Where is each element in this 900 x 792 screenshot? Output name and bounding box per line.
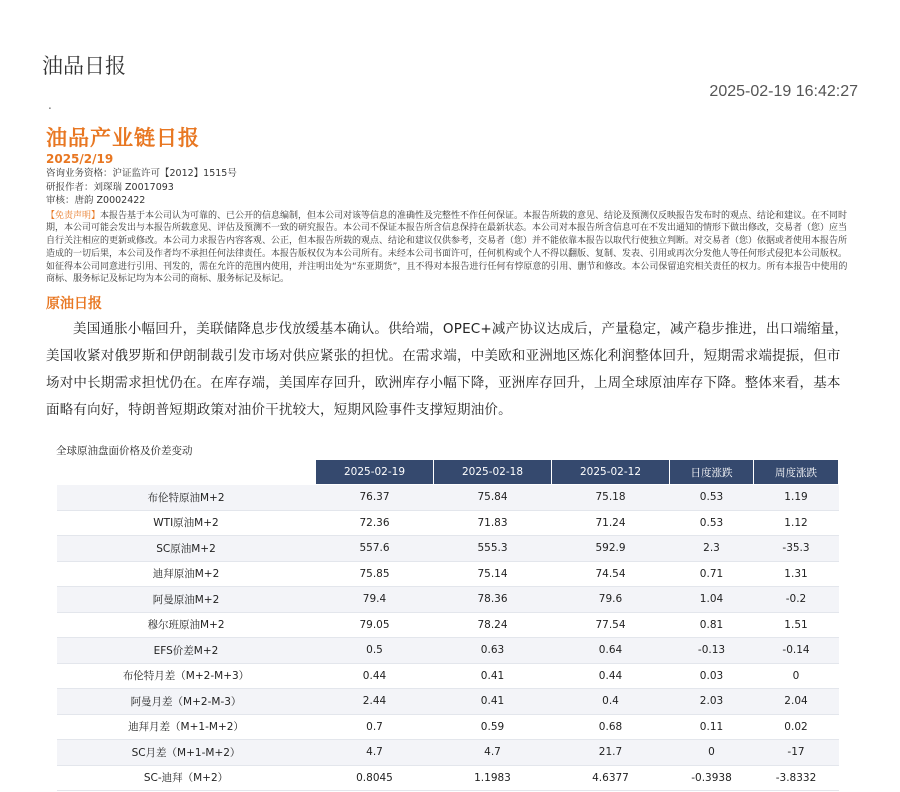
table-header-cell: 周度涨跌 <box>754 460 839 485</box>
value-cell: 0.03 <box>670 663 754 689</box>
table-row <box>57 561 839 587</box>
value-cell: 79.05 <box>316 612 434 638</box>
report-body <box>46 124 854 424</box>
report-timestamp: 2025-02-19 16:42:27 <box>709 83 858 100</box>
value-cell: 0.68 <box>552 714 670 740</box>
value-cell: 75.18 <box>552 485 670 511</box>
value-cell: 0.59 <box>434 714 552 740</box>
value-cell: 0.7 <box>316 714 434 740</box>
table-header-cell: 2025-02-19 <box>316 460 434 485</box>
row-label-cell: 阿曼原油M+2 <box>57 587 316 613</box>
value-cell: 78.24 <box>434 612 552 638</box>
table-header-row <box>57 460 839 485</box>
value-cell: 0.81 <box>670 612 754 638</box>
value-cell: -0.14 <box>754 638 839 664</box>
row-label-cell: SC-迪拜（M+2） <box>57 765 316 791</box>
value-cell: -3.8332 <box>754 765 839 791</box>
value-cell: 0.5 <box>316 638 434 664</box>
value-cell: 1.04 <box>670 587 754 613</box>
value-cell: 0.41 <box>434 663 552 689</box>
value-cell: 72.36 <box>316 510 434 536</box>
value-cell: 1.12 <box>754 510 839 536</box>
value-cell: 75.84 <box>434 485 552 511</box>
value-cell: 557.6 <box>316 536 434 562</box>
value-cell: 0 <box>754 663 839 689</box>
dot-marker: . <box>48 98 52 112</box>
value-cell: 71.24 <box>552 510 670 536</box>
table-row <box>57 587 839 613</box>
price-table-section <box>56 443 838 791</box>
value-cell: 74.54 <box>552 561 670 587</box>
value-cell: -0.3938 <box>670 765 754 791</box>
row-label-cell: 阿曼月差（M+2-M-3） <box>57 689 316 715</box>
value-cell: 1.1983 <box>434 765 552 791</box>
value-cell: 21.7 <box>552 740 670 766</box>
row-label-cell: 穆尔班原油M+2 <box>57 612 316 638</box>
value-cell: 0.11 <box>670 714 754 740</box>
row-label-cell: EFS价差M+2 <box>57 638 316 664</box>
value-cell: 2.3 <box>670 536 754 562</box>
table-header-cell: 2025-02-12 <box>552 460 670 485</box>
table-row <box>57 663 839 689</box>
value-cell: 75.85 <box>316 561 434 587</box>
value-cell: 1.19 <box>754 485 839 511</box>
value-cell: 2.04 <box>754 689 839 715</box>
table-row <box>57 510 839 536</box>
table-row <box>57 638 839 664</box>
row-label-cell: SC月差（M+1-M+2） <box>57 740 316 766</box>
row-label-cell: 布伦特原油M+2 <box>57 485 316 511</box>
disclaimer-tag: 【免责声明】 <box>46 210 101 221</box>
reviewer-info: 审核：唐韵 Z0002422 <box>46 195 146 206</box>
table-row <box>57 765 839 791</box>
value-cell: 77.54 <box>552 612 670 638</box>
row-label-cell: 迪拜原油M+2 <box>57 561 316 587</box>
value-cell: -35.3 <box>754 536 839 562</box>
value-cell: 4.7 <box>434 740 552 766</box>
value-cell: 2.44 <box>316 689 434 715</box>
value-cell: 75.14 <box>434 561 552 587</box>
value-cell: 79.4 <box>316 587 434 613</box>
value-cell: 0.8045 <box>316 765 434 791</box>
value-cell: 0.02 <box>754 714 839 740</box>
author-info: 研报作者：刘琛瑞 Z0017093 <box>46 181 174 193</box>
value-cell: 0.64 <box>552 638 670 664</box>
value-cell: 1.51 <box>754 612 839 638</box>
value-cell: 79.6 <box>552 587 670 613</box>
table-row <box>57 612 839 638</box>
license-info: 咨询业务资格：沪证监许可【2012】1515号 <box>46 168 237 179</box>
value-cell: 71.83 <box>434 510 552 536</box>
value-cell: 592.9 <box>552 536 670 562</box>
table-caption: 全球原油盘面价格及价差变动 <box>56 445 193 457</box>
row-label-cell: WTI原油M+2 <box>57 510 316 536</box>
value-cell: 78.36 <box>434 587 552 613</box>
price-table <box>56 459 839 791</box>
section-title: 原油日报 <box>46 296 102 313</box>
value-cell: 0.71 <box>670 561 754 587</box>
table-header-cell: 日度涨跌 <box>670 460 754 485</box>
table-header-cell: 2025-02-18 <box>434 460 552 485</box>
disclaimer <box>46 210 854 287</box>
row-label-cell: 迪拜月差（M+1-M+2） <box>57 714 316 740</box>
value-cell: -17 <box>754 740 839 766</box>
disclaimer-text: 本报告基于本公司认为可靠的、已公开的信息编制，但本公司对该等信息的准确性及完整性不作任何保证。本报告所载的意见、结论及预测仅反映报告发布时的观点、结论和建议。在不同时期，本公司可能会发出与本报告所载意见、评估及预测不一致的研究报告。本公司不保证本报告所含信息保持在最新状态。本公司对本报告所含信息可在不发出通知的情形下做出修改，交易者（您）应当自行关注相应的更新或修改。本公司力求报告内容客观、公正，但本报告所载的观点、结论和建议仅供参考，交易者（您）并不能依靠本报告以取代行使独立判断。对交易者（您）依据或者使用本报告所造成的一切后果，本公司及作者均不承担任何法律责任。本报告版权仅为本公司所有。未经本公司书面许可，任何机构或个人不得以翻版、复制、发表、引用或再次分发他人等任何形式侵犯本公司版权。如征得本公司同意进行引用、刊发的，需在允许的范围内使用，并注明出处为“东亚期货”，且不得对本报告进行任何有悖原意的引用、删节和修改。本公司保留追究相关责任的权力。所有本报告中使用的商标、服务标记及标记均为本公司的商标、服务标记及标记。 <box>46 210 848 285</box>
table-row <box>57 536 839 562</box>
section-body: 美国通胀小幅回升，美联储降息步伐放缓基本确认。供给端，OPEC+减产协议达成后，产量稳定，减产稳步推进，出口端缩量，美国收紧对俄罗斯和伊朗制裁引发市场对供应紧张的担忧。在需求端，中美欧和亚洲地区炼化利润整体回升，短期需求端提振，但市场对中长期需求担忧仍在。在库存端，美国库存回升，欧洲库存小幅下降，亚洲库存回升，上周全球原油库存下降。整体来看，基本面略有向好，特朗普短期政策对油价干扰较大，短期风险事件支撑短期油价。 <box>46 321 849 419</box>
value-cell: 4.6377 <box>552 765 670 791</box>
value-cell: -0.2 <box>754 587 839 613</box>
value-cell: 0.44 <box>316 663 434 689</box>
value-cell: 0.41 <box>434 689 552 715</box>
value-cell: 0 <box>670 740 754 766</box>
value-cell: 2.03 <box>670 689 754 715</box>
value-cell: 1.31 <box>754 561 839 587</box>
report-title: 油品产业链日报 <box>46 126 200 150</box>
row-label-cell: 布伦特月差（M+2-M+3） <box>57 663 316 689</box>
value-cell: -0.13 <box>670 638 754 664</box>
value-cell: 4.7 <box>316 740 434 766</box>
table-row <box>57 740 839 766</box>
row-label-cell: SC原油M+2 <box>57 536 316 562</box>
table-header-cell <box>57 460 316 485</box>
value-cell: 0.53 <box>670 510 754 536</box>
value-cell: 76.37 <box>316 485 434 511</box>
page-title: 油品日报 <box>42 54 126 78</box>
report-date: 2025/2/19 <box>46 152 114 166</box>
value-cell: 0.53 <box>670 485 754 511</box>
table-row <box>57 485 839 511</box>
value-cell: 0.44 <box>552 663 670 689</box>
value-cell: 0.4 <box>552 689 670 715</box>
value-cell: 555.3 <box>434 536 552 562</box>
table-row <box>57 689 839 715</box>
table-row <box>57 714 839 740</box>
value-cell: 0.63 <box>434 638 552 664</box>
